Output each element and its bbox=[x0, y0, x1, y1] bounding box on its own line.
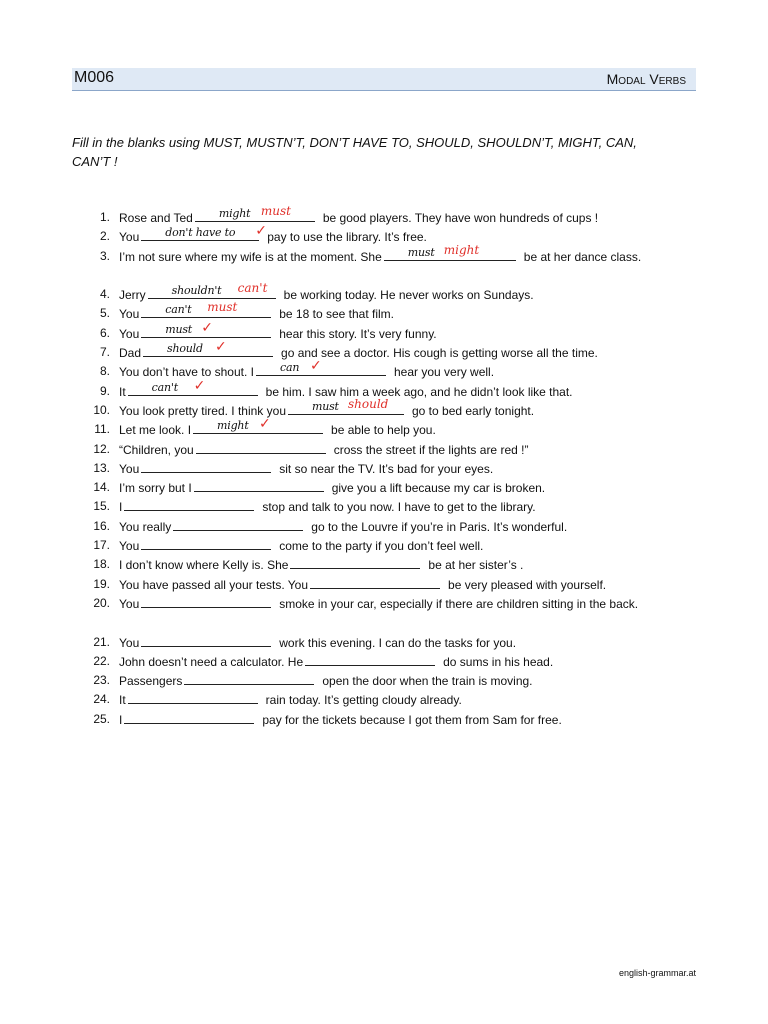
check-mark-icon: ✓ bbox=[215, 338, 227, 355]
sentence-start: You bbox=[119, 596, 140, 611]
handwritten-answer: must bbox=[165, 322, 193, 336]
item-number: 17. bbox=[93, 538, 110, 553]
handwritten-answer: don't have to bbox=[165, 226, 236, 240]
answer-blank[interactable] bbox=[384, 242, 516, 261]
exercise-item bbox=[0, 204, 768, 227]
item-sentence bbox=[119, 652, 679, 672]
item-sentence bbox=[119, 338, 679, 363]
item-number: 18. bbox=[93, 557, 110, 572]
item-sentence bbox=[119, 459, 679, 479]
sentence-start: You bbox=[119, 326, 140, 341]
answer-blank[interactable] bbox=[305, 652, 435, 666]
item-sentence bbox=[119, 575, 679, 595]
sentence-end: do sums in his head. bbox=[443, 654, 554, 669]
item-sentence bbox=[119, 690, 679, 710]
sentence-end: be at her sister’s . bbox=[428, 558, 524, 573]
answer-blank[interactable] bbox=[128, 690, 258, 704]
answer-blank[interactable] bbox=[124, 710, 254, 724]
item-number: 11. bbox=[94, 422, 110, 437]
sentence-start: I’m not sure where my wife is at the moment. She bbox=[119, 249, 382, 264]
teacher-correction: must bbox=[207, 300, 238, 315]
handwritten-answer: might bbox=[218, 207, 251, 220]
answer-blank[interactable] bbox=[148, 281, 276, 299]
sentence-end: give you a lift because my car is broken. bbox=[331, 481, 546, 496]
sentence-end: stop and talk to you now. I have to get to the library. bbox=[262, 500, 536, 515]
item-sentence bbox=[119, 633, 679, 653]
item-number: 15. bbox=[93, 499, 110, 514]
sentence-end: smoke in your car, especially if there are children sitting in the back. bbox=[279, 596, 639, 611]
exercise-item bbox=[0, 318, 768, 343]
item-sentence bbox=[119, 710, 679, 730]
sentence-start: I bbox=[119, 712, 123, 727]
answer-blank[interactable] bbox=[196, 440, 326, 454]
worksheet-title: Modal Verbs bbox=[606, 71, 686, 87]
sentence-end: be at her dance class. bbox=[523, 249, 642, 264]
exercise-item bbox=[0, 440, 768, 459]
footer-site: english-grammar.at bbox=[618, 968, 696, 978]
item-number: 7. bbox=[99, 345, 110, 360]
sentence-start: You bbox=[119, 539, 140, 554]
check-mark-icon: ✓ bbox=[259, 415, 271, 432]
item-number: 22. bbox=[93, 653, 110, 668]
answer-blank[interactable] bbox=[141, 536, 271, 550]
exercise-item bbox=[0, 671, 768, 690]
sentence-start: I bbox=[119, 500, 123, 515]
answer-blank[interactable] bbox=[128, 376, 258, 396]
sentence-end: be good players. They have won hundreds of cups ! bbox=[322, 211, 599, 225]
answer-blank[interactable] bbox=[184, 671, 314, 685]
sentence-start: It bbox=[119, 693, 126, 708]
sentence-end: sit so near the TV. It’s bad for your eyes. bbox=[279, 461, 494, 476]
answer-blank[interactable] bbox=[193, 415, 323, 434]
item-number: 5. bbox=[99, 306, 110, 321]
item-number: 9. bbox=[99, 383, 110, 398]
item-sentence bbox=[119, 222, 679, 247]
item-number: 20. bbox=[93, 595, 110, 610]
answer-blank[interactable] bbox=[141, 318, 271, 338]
exercise-item bbox=[0, 242, 768, 286]
exercise-item bbox=[0, 415, 768, 439]
item-number: 3. bbox=[99, 248, 110, 263]
exercise-item bbox=[0, 594, 768, 633]
sentence-end: rain today. It’s getting cloudy already. bbox=[265, 693, 462, 708]
item-sentence bbox=[119, 555, 679, 575]
instructions: Fill in the blanks using MUST, MUSTN’T, DON’T HAVE TO, SHOULD, SHOULDN’T, MIGHT, CAN, CAN’T ! bbox=[72, 135, 637, 169]
check-mark-icon: ✓ bbox=[201, 318, 213, 335]
sentence-end: open the door when the train is moving. bbox=[322, 674, 533, 689]
item-number: 6. bbox=[99, 325, 110, 340]
sentence-end: hear this story. It’s very funny. bbox=[279, 326, 437, 341]
sentence-end: pay for the tickets because I got them from Sam for free. bbox=[262, 712, 562, 727]
exercise-item bbox=[0, 396, 768, 420]
sentence-end: be able to help you. bbox=[331, 423, 436, 438]
sentence-end: go to bed early tonight. bbox=[412, 403, 535, 418]
item-sentence bbox=[119, 594, 679, 614]
item-number: 1. bbox=[99, 210, 110, 224]
item-number: 23. bbox=[93, 673, 110, 688]
item-sentence bbox=[119, 376, 679, 402]
exercise-item bbox=[0, 710, 768, 729]
answer-blank[interactable] bbox=[290, 555, 420, 569]
item-sentence bbox=[119, 396, 679, 421]
answer-blank[interactable] bbox=[256, 357, 386, 376]
exercise-item bbox=[0, 575, 768, 594]
sentence-start: Passengers bbox=[119, 674, 183, 689]
exercise-item bbox=[0, 222, 768, 246]
sentence-start: Rose and Ted bbox=[119, 211, 193, 225]
item-sentence bbox=[119, 517, 679, 537]
item-number: 4. bbox=[99, 287, 110, 302]
item-number: 13. bbox=[93, 460, 110, 475]
item-number: 10. bbox=[93, 402, 110, 417]
sentence-end: go and see a doctor. His cough is getting worse all the time. bbox=[281, 346, 598, 361]
sentence-start: It bbox=[119, 384, 126, 399]
item-sentence bbox=[119, 536, 679, 556]
sentence-start: You bbox=[119, 230, 140, 245]
teacher-correction: might bbox=[443, 242, 480, 257]
sentence-start: You look pretty tired. I think you bbox=[119, 403, 286, 418]
worksheet-code: M006 bbox=[74, 69, 115, 86]
item-sentence bbox=[119, 281, 679, 305]
sentence-start: Let me look. I bbox=[119, 423, 192, 438]
sentence-end: pay to use the library. It’s free. bbox=[267, 230, 427, 245]
handwritten-answer: should bbox=[167, 342, 203, 356]
sentence-start: You bbox=[119, 461, 140, 476]
answer-blank[interactable] bbox=[143, 338, 273, 357]
exercise-item bbox=[0, 338, 768, 362]
answer-blank[interactable] bbox=[194, 478, 324, 492]
item-sentence bbox=[119, 318, 679, 344]
sentence-start: You don’t have to shout. I bbox=[119, 365, 254, 380]
check-mark-icon: ✓ bbox=[255, 222, 267, 239]
answer-blank[interactable] bbox=[288, 396, 404, 415]
sentence-start: You bbox=[119, 635, 140, 650]
teacher-correction: must bbox=[260, 204, 291, 218]
item-number: 14. bbox=[93, 480, 110, 495]
sentence-start: Jerry bbox=[119, 288, 146, 303]
sentence-end: go to the Louvre if you’re in Paris. It’s wonderful. bbox=[311, 519, 568, 534]
check-mark-icon: ✓ bbox=[310, 357, 322, 374]
answer-blank[interactable] bbox=[141, 222, 267, 241]
exercise-item bbox=[0, 517, 768, 536]
item-sentence bbox=[119, 242, 679, 267]
page-header bbox=[72, 68, 696, 91]
sentence-start: You really bbox=[119, 519, 172, 534]
teacher-correction: should bbox=[348, 396, 389, 411]
item-number: 25. bbox=[93, 711, 110, 726]
exercise-list bbox=[0, 204, 768, 729]
item-sentence bbox=[119, 478, 679, 498]
sentence-start: “Children, you bbox=[119, 442, 194, 457]
item-number: 2. bbox=[99, 229, 110, 244]
sentence-start: You have passed all your tests. You bbox=[119, 577, 309, 592]
item-number: 24. bbox=[93, 692, 110, 707]
exercise-item bbox=[0, 633, 768, 652]
handwritten-answer: can't bbox=[165, 303, 192, 317]
answer-blank[interactable] bbox=[310, 575, 440, 589]
exercise-item bbox=[0, 459, 768, 478]
sentence-end: come to the party if you don’t feel well. bbox=[279, 539, 484, 554]
sentence-end: be very pleased with yourself. bbox=[448, 577, 607, 592]
handwritten-answer: must bbox=[407, 245, 435, 259]
sentence-end: be working today. He never works on Sundays. bbox=[283, 288, 534, 303]
handwritten-answer: must bbox=[312, 399, 339, 413]
exercise-item bbox=[0, 357, 768, 381]
answer-blank[interactable] bbox=[141, 633, 271, 647]
item-number: 12. bbox=[93, 441, 110, 456]
handwritten-answer: shouldn't bbox=[171, 284, 222, 298]
exercise-item bbox=[0, 690, 768, 709]
sentence-start: John doesn’t need a calculator. He bbox=[119, 654, 304, 669]
exercise-item bbox=[0, 555, 768, 574]
sentence-start: Dad bbox=[119, 346, 142, 361]
exercise-item bbox=[0, 300, 768, 323]
exercise-item bbox=[0, 281, 768, 304]
exercise-item bbox=[0, 497, 768, 516]
sentence-end: be 18 to see that film. bbox=[279, 307, 394, 322]
teacher-correction: can't bbox=[237, 281, 268, 296]
item-number: 16. bbox=[93, 518, 110, 533]
exercise-item bbox=[0, 536, 768, 555]
answer-blank[interactable] bbox=[141, 300, 271, 318]
answer-blank[interactable] bbox=[124, 497, 254, 511]
answer-blank[interactable] bbox=[195, 204, 315, 222]
handwritten-answer: can't bbox=[151, 380, 178, 394]
handwritten-answer: can bbox=[280, 361, 300, 375]
sentence-end: cross the street if the lights are red !” bbox=[333, 442, 529, 457]
check-mark-icon: ✓ bbox=[193, 376, 206, 393]
sentence-start: I’m sorry but I bbox=[119, 481, 192, 496]
exercise-item bbox=[0, 478, 768, 497]
sentence-end: be him. I saw him a week ago, and he didn’t look like that. bbox=[265, 384, 573, 399]
exercise-item bbox=[0, 652, 768, 671]
sentence-start: I don’t know where Kelly is. She bbox=[119, 558, 289, 573]
item-number: 19. bbox=[93, 576, 110, 591]
item-sentence bbox=[119, 497, 679, 517]
sentence-start: You bbox=[119, 307, 140, 322]
item-number: 21. bbox=[93, 634, 110, 649]
item-sentence bbox=[119, 671, 679, 691]
item-sentence bbox=[119, 440, 679, 460]
sentence-end: hear you very well. bbox=[394, 365, 495, 380]
answer-blank[interactable] bbox=[141, 594, 271, 608]
sentence-end: work this evening. I can do the tasks for you. bbox=[279, 635, 517, 650]
item-number: 8. bbox=[99, 364, 110, 379]
item-sentence bbox=[119, 415, 679, 440]
answer-blank[interactable] bbox=[141, 459, 271, 473]
handwritten-answer: might bbox=[217, 419, 249, 433]
answer-blank[interactable] bbox=[173, 517, 303, 531]
